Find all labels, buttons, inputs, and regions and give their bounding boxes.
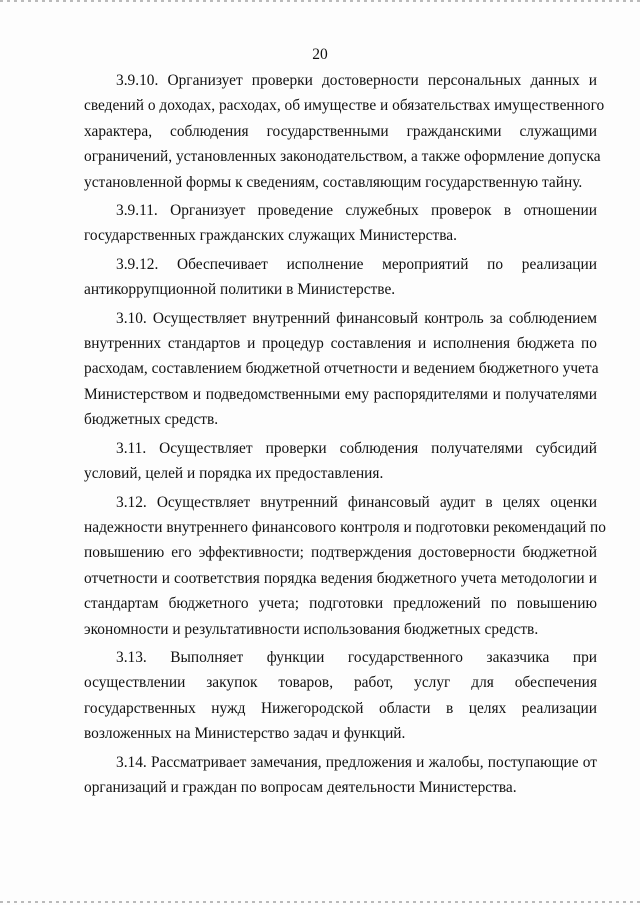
paragraph <box>84 252 597 303</box>
text-line: осуществлении закупок товаров, работ, услуг для обеспечения <box>84 674 597 692</box>
text-line: надежности внутреннего финансового контроля и подготовки рекомендаций по <box>84 518 606 536</box>
text-line: государственных нужд Нижегородской области в целях реализации <box>84 699 597 717</box>
scan-bottom-edge <box>0 901 640 903</box>
text-line: сведений о доходах, расходах, об имуществе и обязательствах имущественного <box>84 97 605 115</box>
paragraph <box>84 436 597 487</box>
text-line: 3.11. Осуществляет проверки соблюдения получателями субсидий <box>116 439 597 457</box>
paragraph <box>84 68 605 195</box>
text-line: 3.14. Рассматривает замечания, предложения и жалобы, поступающие от <box>116 753 597 771</box>
text-line: организаций и граждан по вопросам деятельности Министерства. <box>84 778 517 796</box>
text-line: возложенных на Министерство задач и функций. <box>84 725 406 743</box>
paragraph <box>84 645 597 747</box>
text-line: 3.9.11. Организует проведение служебных проверок в отношении <box>116 202 597 220</box>
document-body <box>84 68 606 803</box>
text-line: государственных гражданских служащих Министерства. <box>84 227 457 245</box>
page-number: 20 <box>312 46 328 63</box>
scan-top-edge <box>0 0 640 2</box>
text-line: условий, целей и порядка их предоставления. <box>84 465 384 483</box>
paragraph <box>84 750 597 801</box>
text-line: 3.9.12. Обеспечивает исполнение мероприятий по реализации <box>116 255 597 273</box>
text-line: повышению его эффективности; подтверждения достоверности бюджетной <box>84 544 597 562</box>
paragraph <box>84 490 606 642</box>
text-line: Министерством и подведомственными ему распорядителями и получателями <box>84 385 597 403</box>
text-line: 3.13. Выполняет функции государственного заказчика при <box>116 648 597 666</box>
text-line: характера, соблюдения государственными гражданскими служащими <box>84 122 597 140</box>
text-line: антикоррупционной политики в Министерстве. <box>84 281 396 299</box>
paragraph <box>84 306 597 433</box>
text-line: отчетности и соответствия порядка ведения бюджетного учета методологии и <box>84 569 597 587</box>
text-line: ограничений, установленных законодательством, а также оформление допуска <box>84 148 601 166</box>
text-line: внутренних стандартов и процедур составления и исполнения бюджета по <box>84 335 597 353</box>
text-line: 3.12. Осуществляет внутренний финансовый аудит в целях оценки <box>116 493 597 511</box>
text-line: установленной формы к сведениям, составляющим государственную тайну. <box>84 173 583 191</box>
paragraph <box>84 198 597 249</box>
text-line: 3.9.10. Организует проверки достоверности персональных данных и <box>116 72 597 89</box>
text-line: бюджетных средств. <box>84 411 219 429</box>
text-line: 3.10. Осуществляет внутренний финансовый контроль за соблюдением <box>116 309 597 327</box>
text-line: экономности и результативности использования бюджетных средств. <box>84 620 539 638</box>
text-line: расходам, составлением бюджетной отчетности и ведением бюджетного учета <box>84 360 599 378</box>
text-line: стандартам бюджетного учета; подготовки предложений по повышению <box>84 595 597 613</box>
